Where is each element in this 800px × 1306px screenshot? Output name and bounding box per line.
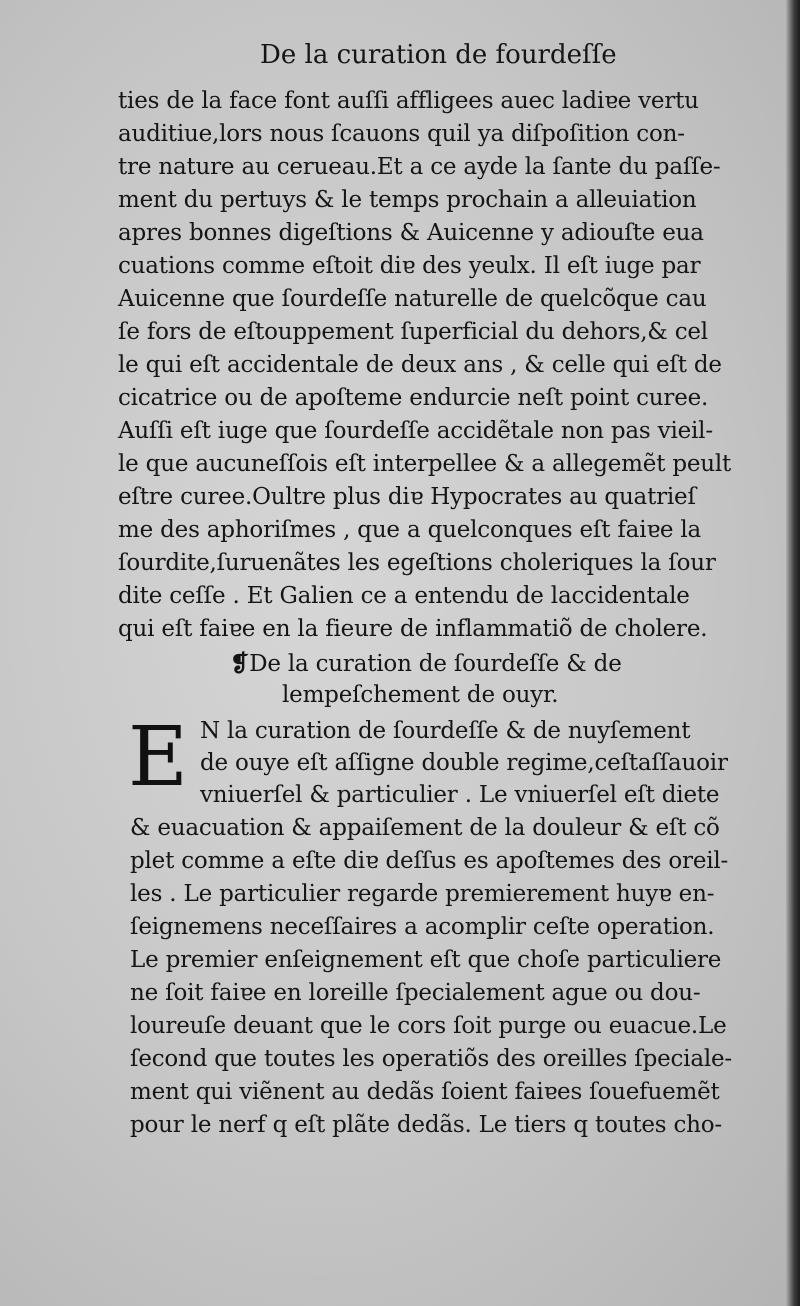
text-line: loureuſe deuant que le cors ſoit purge ou euacue.Le: [130, 1013, 727, 1039]
text-line: vniuerſel & particulier . Le vniuerſel eſt diete: [200, 782, 720, 808]
text-line: apres bonnes digeſtions & Auicenne y adiouſte eua: [118, 220, 704, 246]
text-line: eſtre curee.Oultre plus diɐ Hypocrates au quatrieſ: [118, 484, 696, 510]
text-line: Le premier enſeignement eſt que choſe particuliere: [130, 947, 722, 973]
text-line: me des aphoriſmes , que a quelconques eſt faiɐe la: [118, 517, 702, 543]
text-line: ſe fors de eſtouppement ſuperficial du dehors,& cel: [118, 319, 708, 345]
text-line: ment qui viẽnent au dedãs ſoient faiɐes ſouefuemẽt: [130, 1079, 720, 1105]
text-line: cicatrice ou de apoſteme endurcie neſt point curee.: [118, 385, 709, 411]
section-heading-line-1: [230, 652, 622, 676]
text-line: pour le nerf q eſt plãte dedãs. Le tiers q toutes cho-: [130, 1112, 723, 1138]
running-header: De la curation de fourdeſſe: [260, 40, 617, 70]
text-line: le que aucuneſſois eſt interpellee & a allegemẽt peult: [118, 451, 732, 477]
text-line: cuations comme eſtoit diɐ des yeulx. Il eſt iuge par: [118, 253, 701, 279]
text-line: plet comme a eſte diɐ deſſus es apoſtemes des oreil-: [130, 848, 729, 874]
text-line: tre nature au cerueau.Et a ce ayde la ſante du paſſe-: [118, 154, 721, 180]
text-line: qui eſt faiɐe en la fieure de inflammatiõ de cholere.: [118, 616, 708, 642]
text-line: ſecond que toutes les operatiõs des oreilles ſpeciale-: [130, 1046, 732, 1072]
text-line: de ouye eſt aſſigne double regime,ceſtaſſauoir: [200, 750, 728, 776]
text-line: ſourdite,ſuruenãtes les egeſtions choleriques la ſour: [118, 550, 716, 576]
section-heading-text: De la curation de ſourdeſſe & de: [249, 651, 622, 677]
text-line: les . Le particulier regarde premierement huyɐ en-: [130, 881, 715, 907]
text-line: & euacuation & appaiſement de la douleur & eſt cõ: [130, 815, 720, 841]
text-line: dite ceſſe . Et Galien ce a entendu de laccidentale: [118, 583, 690, 609]
text-line: Auicenne que ſourdeſſe naturelle de quelcõque cau: [118, 286, 707, 312]
text-line: le qui eſt accidentale de deux ans , & celle qui eſt de: [118, 352, 722, 378]
text-line: Auſſi eſt iuge que ſourdeſſe accidẽtale non pas vieil-: [118, 418, 713, 444]
text-line: ſeignemens neceſſaires a acomplir ceſte operation.: [130, 914, 715, 940]
section-heading-line-2: lempeſchement de ouyr.: [282, 682, 559, 708]
text-line: auditiue,lors nous ſcauons quil ya diſpoſition con-: [118, 121, 685, 147]
drop-cap: E: [128, 710, 188, 805]
text-line: ment du pertuys & le temps prochain a alleuiation: [118, 187, 697, 213]
text-line: ties de la face font auſſi affligees auec ladiɐe vertu: [118, 88, 699, 114]
text-line: N la curation de ſourdeſſe & de nuyſement: [200, 718, 691, 744]
text-line: ne ſoit faiɐe en loreille ſpecialement ague ou dou-: [130, 980, 701, 1006]
book-spine-shadow: [786, 0, 800, 1306]
paragraph-mark-icon: ❡: [230, 650, 250, 677]
